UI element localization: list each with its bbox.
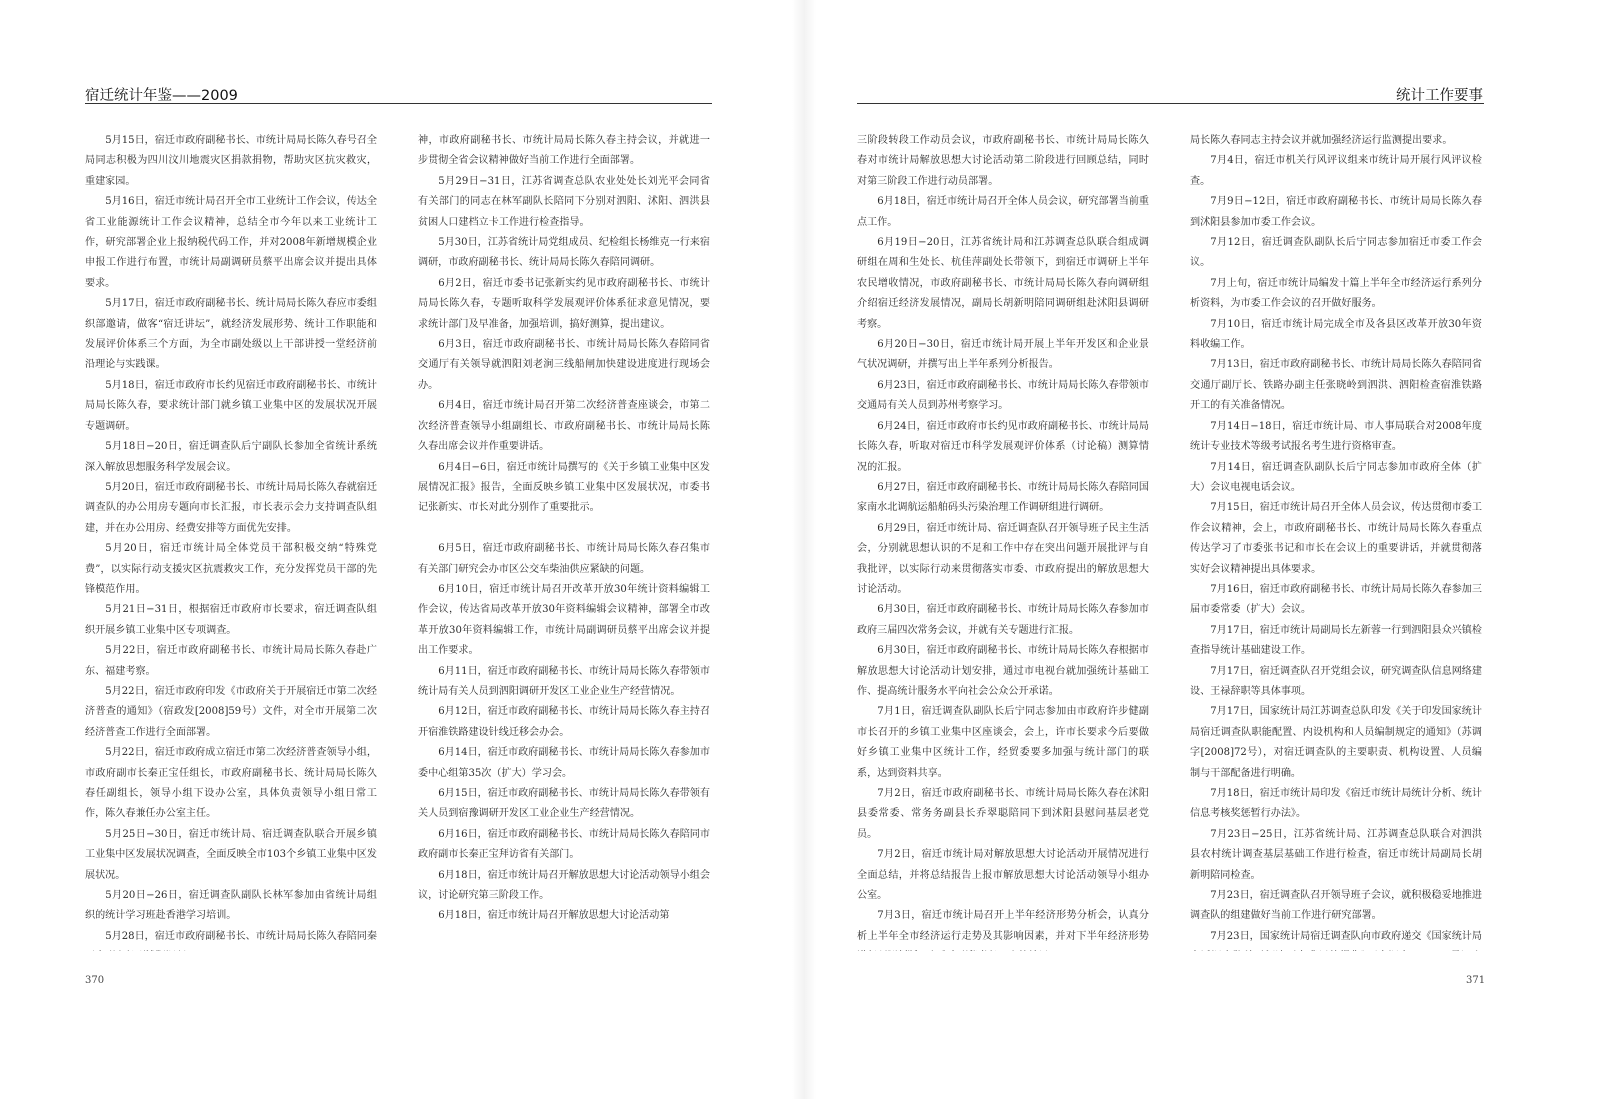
event-entry: 7月16日，宿迁市政府副秘书长、市统计局局长陈久春参加三届市委常委（扩大）会议。 [1190,583,1482,616]
event-entry: 6月2日，宿迁市委书记张新实约见市政府副秘书长、市统计局局长陈久春，专题听取科学发展观评价体系征求意见情况，要求统计部门及早准备，加强培训，搞好测算，提出建议。 [418,277,710,330]
event-entry: 7月9日−12日，宿迁市政府副秘书长、市统计局局长陈久春到沭阳县参加市委工作会议。 [1190,196,1482,228]
event-entry: 6月11日，宿迁市政府副秘书长、市统计局局长陈久春带领市统计局有关人员到泗阳调研开发区工业企业生产经营情况。 [418,665,710,697]
right-running-header: 统计工作要事 [1396,88,1483,104]
event-entry: 6月18日，宿迁市统计局召开解放思想大讨论活动领导小组会议，讨论研究第三阶段工作。 [418,869,710,902]
left-page-column-1 [85,131,377,951]
event-entry: 7月17日，宿迁调查队召开党组会议，研究调查队信息网络建设、王禄辞职等具体事项。 [1190,665,1482,697]
event-entry: 6月29日，宿迁市统计局、宿迁调查队召开领导班子民主生活会，分别就思想认识的不足和工作中存在突出问题开展批评与自我批评，以实际行动来贯彻落实市委、市政府提出的解放思想大讨论活动。 [857,522,1149,595]
event-entry: 6月30日，宿迁市政府副秘书长、市统计局局长陈久春根据市解放思想大讨论活动计划安排，通过市电视台就加强统计基础工作、提高统计服务水平向社会公众公开承诺。 [857,645,1149,697]
event-entry: 7月13日，宿迁市政府副秘书长、市统计局局长陈久春陪同省交通厅副厅长、铁路办副主任张晓岭到泗洪、泗阳检查宿淮铁路开工的有关准备情况。 [1190,359,1482,412]
event-entry: 5月29日−31日，江苏省调查总队农业处处长刘光平会同省有关部门的同志在林军副队长陪同下分别对泗阳、沭阳、泗洪县贫困人口建档立卡工作进行检查指导。 [418,175,710,228]
event-entry: 7月17日，国家统计局江苏调查总队印发《关于印发国家统计局宿迁调查队职能配置、内设机构和人员编制规定的通知》（苏调字[2008]72号），对宿迁调查队的主要职责、机构设置、人员编制与干部配备进行明确。 [1190,706,1482,779]
event-entry: 7月23日，宿迁调查队召开领导班子会议，就积极稳妥地推进调查队的组建做好当前工作进行研究部署。 [1190,890,1482,922]
event-entry: 5月30日，江苏省统计局党组成员、纪检组长杨维克一行来宿调研，市政府副秘书长、统计局局长陈久春陪同调研。 [418,237,710,269]
left-running-header: 宿迁统计年鉴——2009 [85,88,238,104]
event-entry: 6月20日−30日，宿迁市统计局开展上半年开发区和企业景气状况调研，并撰写出上半年系列分析报告。 [857,339,1149,371]
event-entry: 三阶段转段工作动员会议，市政府副秘书长、市统计局局长陈久春对市统计局解放思想大讨论活动第二阶段进行回顾总结，同时对第三阶段工作进行动员部署。 [857,135,1149,187]
event-entry: 6月5日，宿迁市政府副秘书长、市统计局局长陈久春召集市有关部门研究会办市区公交车柴油供应紧缺的问题。 [418,543,710,575]
event-entry: 5月16日，宿迁市统计局召开全市工业统计工作会议，传达全省工业能源统计工作会议精神，总结全市今年以来工业统计工作，研究部署企业上报纳税代码工作，并对2008年新增规模企业申报工作进行布置，市统计局副调研员蔡平出席会议并提出具体要求。 [85,196,377,289]
event-entry: 局长陈久春同志主持会议并就加强经济运行监测提出要求。 [1190,135,1453,146]
event-entry: 5月20日，宿迁市统计局全体党员干部积极交纳“特殊党费”，以实际行动支援灾区抗震救灾工作，充分发挥党员干部的先锋模范作用。 [85,543,377,595]
event-entry: 7月14日−18日，宿迁市统计局、市人事局联合对2008年度统计专业技术等级考试报名考生进行资格审查。 [1190,420,1482,453]
event-entry: 7月10日，宿迁市统计局完成全市及各县区改革开放30年资料收编工作。 [1190,318,1482,351]
event-entry: 7月12日，宿迁调查队副队长后宁同志参加宿迁市委工作会议。 [1190,237,1482,269]
event-entry: 7月18日，宿迁市统计局印发《宿迁市统计局统计分析、统计信息考核奖惩暂行办法》。 [1190,788,1482,820]
event-entry: 6月30日，宿迁市政府副秘书长、市统计局局长陈久春参加市政府三届四次常务会议，并就有关专题进行汇报。 [857,604,1149,636]
event-entry: 7月1日，宿迁调查队副队长后宁同志参加由市政府许步健副市长召开的乡镇工业集中区座谈会，会上，许市长要求今后要做好乡镇工业集中区统计工作，经贸委要多加强与统计部门的联系，达到资料共享。 [857,706,1149,779]
event-entry: 7月上旬，宿迁市统计局编发十篇上半年全市经济运行系列分析资料，为市委工作会议的召开做好服务。 [1190,277,1482,310]
event-entry: 5月22日，宿迁市政府印发《市政府关于开展宿迁市第二次经济普查的通知》（宿政发[2008]59号）文件，对全市开展第二次经济普查工作进行全面部署。 [85,685,377,738]
event-entry: 5月21日−31日，根据宿迁市政府市长要求，宿迁调查队组织开展乡镇工业集中区专项调查。 [85,604,377,636]
left-page-column-2 [418,131,710,951]
event-entry: 6月4日−6日，宿迁市统计局撰写的《关于乡镇工业集中区发展情况汇报》报告，全面反映乡镇工业集中区发展状况，市委书记张新实、市长对此分别作了重要批示。 [418,461,710,514]
event-entry: 6月23日，宿迁市政府副秘书长、市统计局局长陈久春带领市交通局有关人员到苏州考察学习。 [857,379,1149,412]
event-entry: 5月22日，宿迁市政府副秘书长、市统计局局长陈久春赴广东、福建考察。 [85,645,377,677]
event-entry: 5月22日，宿迁市政府成立宿迁市第二次经济普查领导小组，市政府副市长秦正宝任组长，市政府副秘书长、统计局局长陈久春任副组长，领导小组下设办公室，具体负责领导小组日常工作，陈久春兼任办公室主任。 [85,747,377,820]
event-entry: 7月14日，宿迁调查队副队长后宁同志参加市政府全体（扩大）会议电视电话会议。 [1190,461,1482,493]
event-entry: 5月17日，宿迁市政府副秘书长、统计局局长陈久春应市委组织部邀请，做客“宿迁讲坛”，就经济发展形势、统计工作职能和发展评价体系三个方面，为全市副处级以上干部讲授一堂经济前沿理论与实践课。 [85,298,377,371]
event-entry: 7月15日，宿迁市统计局召开全体人员会议，传达贯彻市委工作会议精神，会上，市政府副秘书长、市统计局局长陈久春重点传达学习了市委张书记和市长在会议上的重要讲话，并就贯彻落实好会议精神提出具体要求。 [1190,502,1482,575]
event-entry: 5月28日，宿迁市政府副秘书长、市统计局局长陈久春陪同秦 [105,930,377,942]
left-page-number: 370 [85,975,105,986]
event-entry: 5月18日，宿迁市政府市长约见宿迁市政府副秘书长、市统计局局长陈久春，要求统计部门就乡镇工业集中区的发展状况开展专题调研。 [85,379,377,432]
event-entry: 6月10日，宿迁市统计局召开改革开放30年统计资料编辑工作会议，传达省局改革开放30年资料编辑会议精神，部署全市改革开放30年资料编辑工作，市统计局副调研员蔡平出席会议并提出工作要求。 [418,583,710,657]
event-entry: 7月2日，宿迁市统计局对解放思想大讨论活动开展情况进行全面总结，并将总结报告上报市解放思想大讨论活动领导小组办公室。 [857,849,1149,902]
event-entry: 6月19日−20日，江苏省统计局和江苏调查总队联合组成调研组在周和生处长、杭佳萍副处长带领下，到宿迁市调研上半年农民增收情况，市政府副秘书长、市统计局局长陈久春向调研组介绍宿迁经济发展情况，副局长胡新明陪同调研组赴沭阳县调研考察。 [857,237,1149,330]
right-page-column-1 [857,131,1149,951]
event-entry: 5月18日−20日，宿迁调查队后宁副队长参加全省统计系统深入解放思想服务科学发展会议。 [85,441,377,473]
event-entry: 6月24日，宿迁市政府市长约见市政府副秘书长、市统计局局长陈久春，听取对宿迁市科学发展观评价体系（讨论稿）测算情况的汇报。 [857,420,1149,473]
event-entry: 6月4日，宿迁市统计局召开第二次经济普查座谈会，市第二次经济普查领导小组副组长、市政府副秘书长、市统计局局长陈久春出席会议并作重要讲话。 [418,400,710,453]
right-header-rule [857,103,1484,104]
event-entry: 7月17日，宿迁市统计局副局长左新蓉一行到泗阳县众兴镇检查指导统计基础建设工作。 [1190,624,1482,657]
right-page-number: 371 [1466,975,1486,986]
event-entry: 6月18日，宿迁市统计局召开解放思想大讨论活动第 [438,910,670,922]
event-entry: 6月27日，宿迁市政府副秘书长、市统计局局长陈久春陪同国家南水北调航运船舶码头污染治理工作调研组进行调研。 [857,481,1149,514]
event-entry: 7月2日，宿迁市政府副秘书长、市统计局局长陈久春在沭阳县委常委、常务务副县长乔翠聪陪同下到沭阳县慰问基层老党员。 [857,788,1149,840]
book-spine-shadow [792,0,816,1099]
right-page-column-2 [1190,131,1482,951]
event-entry: 5月20日−26日，宿迁调查队副队长林军参加由省统计局组织的统计学习班赴香港学习培训。 [85,890,377,922]
event-entry: 6月3日，宿迁市政府副秘书长、市统计局局长陈久春陪同省交通厅有关领导就泗阳刘老涧三线船闸加快建设进度进行现场会办。 [418,339,710,391]
event-entry: 5月20日，宿迁市政府副秘书长、市统计局局长陈久春就宿迁调查队的办公用房专题向市长汇报，市长表示会力支持调查队组建，并在办公用房、经费安排等方面优先安排。 [85,481,377,534]
event-entry: 6月12日，宿迁市政府副秘书长、市统计局局长陈久春主持召开宿淮铁路建设针线迁移会办会。 [418,706,710,738]
left-header-rule [85,103,712,104]
event-entry: 6月18日，宿迁市统计局召开全体人员会议，研究部署当前重点工作。 [857,196,1149,228]
event-entry: 5月25日−30日，宿迁市统计局、宿迁调查队联合开展乡镇工业集中区发展状况调查，全面反映全市103个乡镇工业集中区发展状况。 [85,828,377,881]
event-entry: 神，市政府副秘书长、市统计局局长陈久春主持会议，并就进一步贯彻全省会议精神做好当前工作进行全面部署。 [418,135,710,167]
event-entry: 7月4日，宿迁市机关行风评议组来市统计局开展行风评议检查。 [1190,155,1482,187]
event-entry: 6月14日，宿迁市政府副秘书长、市统计局局长陈久春参加市委中心组第35次（扩大）学习会。 [418,747,710,779]
event-entry: 6月15日，宿迁市政府副秘书长、市统计局局长陈久春带领有关人员到宿豫调研开发区工业企业生产经营情况。 [418,787,710,820]
event-entry: 7月3日，宿迁市统计局召开上半年经济形势分析会，认真分析上半年全市经济运行走势及其影响因素，并对下半年经济形势 [857,910,1149,942]
event-entry: 6月16日，宿迁市政府副秘书长、市统计局局长陈久春陪同市政府副市长秦正宝拜访省有关部门。 [418,828,710,861]
event-entry: 5月15日，宿迁市政府副秘书长、市统计局局长陈久春号召全局同志积极为四川汶川地震灾区捐款捐物，帮助灾区抗灾救灾，重建家园。 [85,135,377,187]
event-entry: 7月23日，国家统计局宿迁调查队向市政府递交《国家统计局 [1210,930,1482,942]
event-entry: 7月23日−25日，江苏省统计局、江苏调查总队联合对泗洪县农村统计调查基层基础工作进行检查，宿迁市统计局副局长胡新明陪同检查。 [1190,828,1482,881]
